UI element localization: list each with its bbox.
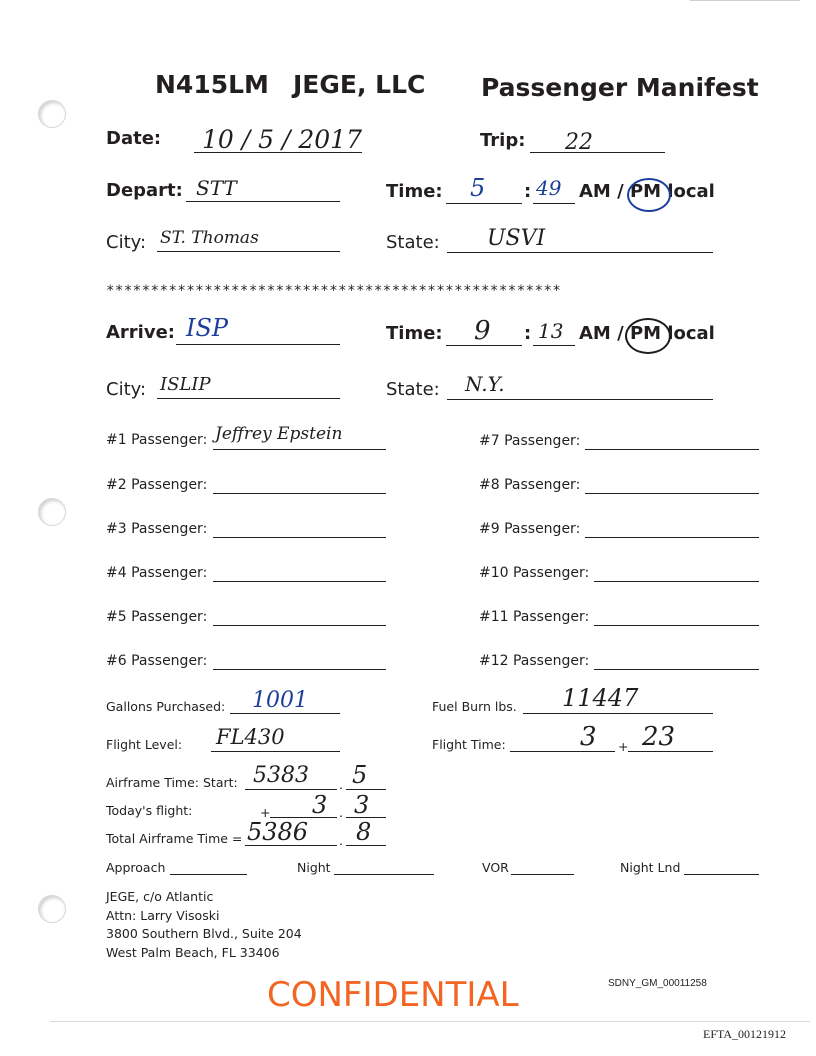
arrive-time-minute-line: [533, 345, 575, 346]
passenger-11-label: #11 Passenger:: [479, 609, 590, 625]
arrive-state-value: N.Y.: [465, 372, 505, 396]
passenger-10-line: [594, 581, 759, 582]
airframe-start-dot: .: [339, 777, 343, 792]
arrive-field-line: [176, 344, 340, 345]
passenger-4-label: #4 Passenger:: [106, 565, 208, 581]
passenger-2-line: [213, 493, 386, 494]
arrive-value: ISP: [186, 314, 229, 342]
passenger-3-label: #3 Passenger:: [106, 521, 208, 537]
passenger-2-label: #2 Passenger:: [106, 477, 208, 493]
airframe-start-tenth: 5: [352, 761, 368, 789]
page-edge-mark: [690, 0, 800, 1]
trip-value: 22: [565, 130, 593, 155]
arrive-time-hour: 9: [474, 316, 491, 346]
passenger-9-line: [585, 537, 759, 538]
gallons-purchased-value: 1001: [252, 688, 308, 713]
arrive-state-line: [447, 399, 713, 400]
date-label: Date:: [106, 128, 162, 149]
todays-flight-label: Today's flight:: [106, 803, 193, 818]
total-airframe-label: Total Airframe Time =: [106, 831, 243, 846]
passenger-10-label: #10 Passenger:: [479, 565, 590, 581]
passenger-5-line: [213, 625, 386, 626]
company-name: JEGE, LLC: [293, 70, 426, 99]
date-value: 10 / 5 / 2017: [202, 125, 362, 154]
vor-label: VOR: [482, 860, 509, 875]
depart-ampm: AM / PM local: [579, 181, 715, 202]
passenger-12-label: #12 Passenger:: [479, 653, 590, 669]
address-line-2: Attn: Larry Visoski: [106, 908, 220, 923]
approach-line: [170, 874, 247, 875]
depart-city-label: City:: [106, 232, 147, 253]
flight-level-label: Flight Level:: [106, 737, 183, 752]
form-title: Passenger Manifest: [481, 73, 759, 102]
arrive-time-colon: :: [524, 323, 532, 344]
bottom-scan-line: [50, 1021, 810, 1022]
depart-state-label: State:: [386, 232, 440, 253]
depart-city-line: [157, 251, 340, 252]
depart-time-hour-line: [446, 203, 522, 204]
address-line-1: JEGE, c/o Atlantic: [106, 889, 214, 904]
flight-time-hours: 3: [580, 722, 597, 752]
todays-flight-tenth: 3: [354, 791, 370, 819]
todays-flight-dot: .: [339, 805, 343, 820]
depart-state-line: [447, 252, 713, 253]
punch-hole-top: [38, 100, 66, 128]
passenger-5-label: #5 Passenger:: [106, 609, 208, 625]
depart-time-minute-line: [533, 203, 575, 204]
passenger-1-label: #1 Passenger:: [106, 432, 208, 448]
flight-time-hours-line: [510, 751, 615, 752]
efta-id: EFTA_00121912: [703, 1027, 787, 1041]
depart-time-label: Time:: [386, 181, 443, 202]
airframe-start-whole-line: [245, 789, 337, 790]
flight-time-label: Flight Time:: [432, 737, 506, 752]
gallons-purchased-label: Gallons Purchased:: [106, 699, 226, 714]
arrive-time-minute: 13: [538, 319, 564, 343]
passenger-11-line: [594, 625, 759, 626]
separator-asterisks: ***************************************************: [106, 283, 562, 299]
passenger-9-label: #9 Passenger:: [479, 521, 581, 537]
arrive-ampm: AM / PM local: [579, 323, 715, 344]
punch-hole-bottom: [38, 895, 66, 923]
punch-hole-middle: [38, 498, 66, 526]
airframe-start-tenth-line: [346, 789, 386, 790]
flight-time-minutes: 23: [642, 722, 676, 752]
sdny-stamp-id: SDNY_GM_00011258: [608, 978, 707, 989]
depart-state-value: USVI: [487, 226, 546, 251]
depart-pm-circle: [627, 178, 671, 212]
address-line-4: West Palm Beach, FL 33406: [106, 945, 280, 960]
flight-level-line: [211, 751, 340, 752]
depart-field-line: [186, 201, 340, 202]
night-lnd-label: Night Lnd: [620, 860, 681, 875]
depart-time-minute: 49: [536, 176, 562, 200]
address-line-3: 3800 Southern Blvd., Suite 204: [106, 926, 302, 941]
depart-city-value: ST. Thomas: [160, 228, 259, 248]
passenger-6-label: #6 Passenger:: [106, 653, 208, 669]
time-colon: :: [524, 181, 532, 202]
trip-label: Trip:: [480, 130, 526, 151]
gallons-purchased-line: [230, 713, 340, 714]
total-airframe-dot: .: [339, 833, 343, 848]
flight-time-plus: +: [618, 739, 629, 754]
passenger-12-line: [594, 669, 759, 670]
night-line: [334, 874, 434, 875]
fuel-burn-label: Fuel Burn lbs.: [432, 699, 517, 714]
arrive-time-label: Time:: [386, 323, 443, 344]
tail-number: N415LM: [155, 70, 269, 99]
todays-flight-whole: 3: [312, 791, 328, 819]
passenger-4-line: [213, 581, 386, 582]
vor-line: [511, 874, 574, 875]
arrive-label: Arrive:: [106, 322, 175, 343]
approach-label: Approach: [106, 860, 166, 875]
arrive-city-line: [157, 398, 340, 399]
total-airframe-whole: 5386: [247, 818, 309, 846]
night-label: Night: [297, 860, 331, 875]
passenger-7-label: #7 Passenger:: [479, 433, 581, 449]
depart-label: Depart:: [106, 180, 183, 201]
fuel-burn-value: 11447: [562, 684, 639, 712]
flight-level-value: FL430: [216, 725, 285, 749]
fuel-burn-line: [523, 713, 713, 714]
passenger-8-label: #8 Passenger:: [479, 477, 581, 493]
night-lnd-line: [684, 874, 759, 875]
passenger-1-value: Jeffrey Epstein: [215, 424, 343, 444]
passenger-7-line: [585, 449, 759, 450]
arrive-state-label: State:: [386, 379, 440, 400]
total-airframe-tenth: 8: [356, 818, 372, 846]
trip-field-line: [530, 152, 665, 153]
passenger-6-line: [213, 669, 386, 670]
todays-flight-plus: +: [260, 805, 271, 820]
arrive-city-label: City:: [106, 379, 147, 400]
airframe-start-label: Airframe Time: Start:: [106, 775, 238, 790]
depart-time-hour: 5: [470, 174, 486, 202]
passenger-3-line: [213, 537, 386, 538]
passenger-8-line: [585, 493, 759, 494]
airframe-start-whole: 5383: [253, 763, 309, 788]
depart-value: STT: [196, 176, 237, 200]
arrive-city-value: ISLIP: [160, 374, 211, 395]
arrive-pm-circle: [625, 318, 671, 354]
passenger-1-line: [213, 449, 386, 450]
confidential-stamp: CONFIDENTIAL: [267, 975, 519, 1015]
